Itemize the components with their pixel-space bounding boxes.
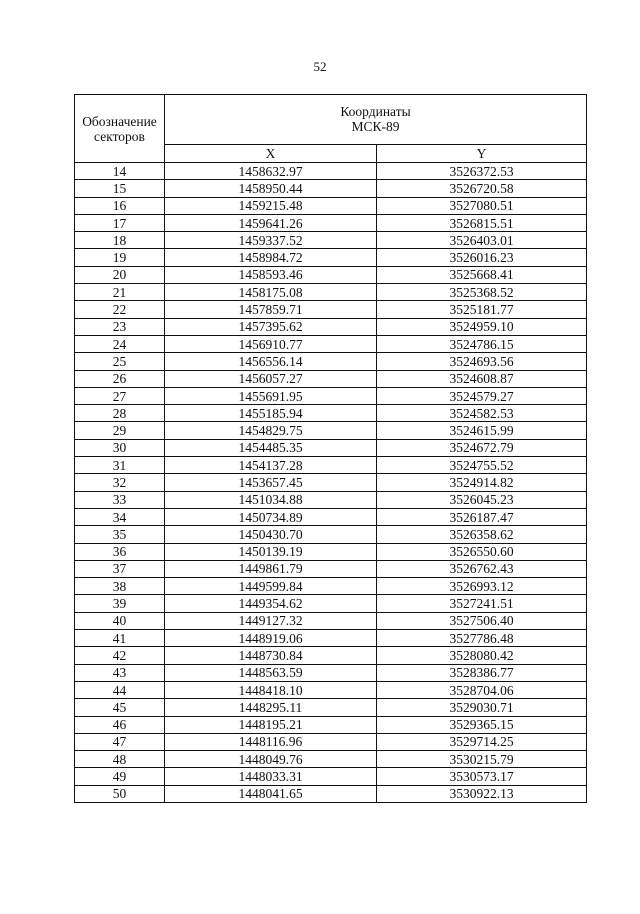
sector-cell: 28 [75,405,165,422]
x-coordinate-cell: 1450734.89 [165,508,377,525]
sector-cell: 30 [75,439,165,456]
x-coordinate-cell: 1455185.94 [165,405,377,422]
table-row [75,543,587,560]
sector-cell: 43 [75,664,165,681]
x-coordinate-cell: 1449127.32 [165,612,377,629]
x-column-header: X [165,144,377,162]
y-coordinate-cell: 3526993.12 [377,578,587,595]
x-coordinate-cell: 1448730.84 [165,647,377,664]
sector-cell: 39 [75,595,165,612]
sector-cell: 37 [75,560,165,577]
table-row [75,387,587,404]
x-coordinate-cell: 1456057.27 [165,370,377,387]
y-coordinate-cell: 3524579.27 [377,387,587,404]
y-column-header: Y [377,144,587,162]
x-coordinate-cell: 1448116.96 [165,733,377,750]
sector-cell: 14 [75,163,165,180]
x-coordinate-cell: 1456910.77 [165,335,377,352]
sector-cell: 21 [75,284,165,301]
table-row [75,491,587,508]
x-coordinate-cell: 1459215.48 [165,197,377,214]
y-coordinate-cell: 3529030.71 [377,699,587,716]
y-coordinate-cell: 3524608.87 [377,370,587,387]
y-coordinate-cell: 3526815.51 [377,214,587,231]
y-coordinate-cell: 3526187.47 [377,508,587,525]
y-coordinate-cell: 3529714.25 [377,733,587,750]
y-coordinate-cell: 3525368.52 [377,284,587,301]
table-row [75,353,587,370]
sector-cell: 20 [75,266,165,283]
y-coordinate-cell: 3524959.10 [377,318,587,335]
table-body [75,163,587,803]
y-coordinate-cell: 3530573.17 [377,768,587,785]
y-coordinate-cell: 3527506.40 [377,612,587,629]
y-coordinate-cell: 3526403.01 [377,232,587,249]
x-coordinate-cell: 1458950.44 [165,180,377,197]
x-coordinate-cell: 1454137.28 [165,457,377,474]
x-coordinate-cell: 1450430.70 [165,526,377,543]
table-row [75,422,587,439]
sector-cell: 25 [75,353,165,370]
sector-cell: 36 [75,543,165,560]
sector-cell: 19 [75,249,165,266]
x-coordinate-cell: 1448195.21 [165,716,377,733]
y-coordinate-cell: 3526550.60 [377,543,587,560]
table-row [75,163,587,180]
sector-cell: 18 [75,232,165,249]
x-coordinate-cell: 1448295.11 [165,699,377,716]
sector-cell: 44 [75,681,165,698]
sector-cell: 49 [75,768,165,785]
y-coordinate-cell: 3530922.13 [377,785,587,802]
y-coordinate-cell: 3524914.82 [377,474,587,491]
y-coordinate-cell: 3528386.77 [377,664,587,681]
y-coordinate-cell: 3527241.51 [377,595,587,612]
sector-cell: 48 [75,751,165,768]
sector-cell: 23 [75,318,165,335]
coordinates-header-line1: Координаты [340,104,411,120]
sector-cell: 26 [75,370,165,387]
y-coordinate-cell: 3524672.79 [377,439,587,456]
x-coordinate-cell: 1449861.79 [165,560,377,577]
coordinates-table [74,94,587,803]
y-coordinate-cell: 3528704.06 [377,681,587,698]
x-coordinate-cell: 1450139.19 [165,543,377,560]
y-coordinate-cell: 3526016.23 [377,249,587,266]
x-coordinate-cell: 1448049.76 [165,751,377,768]
table-row [75,284,587,301]
sector-cell: 24 [75,335,165,352]
sector-cell: 33 [75,491,165,508]
x-coordinate-cell: 1448919.06 [165,630,377,647]
table-row [75,560,587,577]
table-row [75,370,587,387]
table-row [75,716,587,733]
y-coordinate-cell: 3526045.23 [377,491,587,508]
table-row [75,578,587,595]
sector-cell: 35 [75,526,165,543]
sector-header-line2: секторов [94,128,145,144]
y-coordinate-cell: 3526358.62 [377,526,587,543]
y-coordinate-cell: 3529365.15 [377,716,587,733]
y-coordinate-cell: 3524755.52 [377,457,587,474]
table-row [75,318,587,335]
table-row [75,733,587,750]
table-row [75,681,587,698]
table-row [75,474,587,491]
table-row [75,301,587,318]
table-row [75,266,587,283]
table-row [75,439,587,456]
table-row [75,526,587,543]
x-coordinate-cell: 1448418.10 [165,681,377,698]
x-coordinate-cell: 1448563.59 [165,664,377,681]
sector-cell: 22 [75,301,165,318]
table-row [75,508,587,525]
table-row [75,232,587,249]
y-coordinate-cell: 3524582.53 [377,405,587,422]
sector-cell: 50 [75,785,165,802]
table-header [75,95,587,163]
y-coordinate-cell: 3526720.58 [377,180,587,197]
x-coordinate-cell: 1457395.62 [165,318,377,335]
x-coordinate-cell: 1458984.72 [165,249,377,266]
sector-cell: 47 [75,733,165,750]
sector-cell: 27 [75,387,165,404]
sector-cell: 34 [75,508,165,525]
sector-cell: 32 [75,474,165,491]
x-coordinate-cell: 1458593.46 [165,266,377,283]
y-coordinate-cell: 3525181.77 [377,301,587,318]
table-row [75,457,587,474]
x-coordinate-cell: 1448041.65 [165,785,377,802]
sector-cell: 17 [75,214,165,231]
x-coordinate-cell: 1456556.14 [165,353,377,370]
y-coordinate-cell: 3528080.42 [377,647,587,664]
x-coordinate-cell: 1453657.45 [165,474,377,491]
sector-cell: 46 [75,716,165,733]
sector-cell: 15 [75,180,165,197]
table-row [75,612,587,629]
x-coordinate-cell: 1449599.84 [165,578,377,595]
y-coordinate-cell: 3524786.15 [377,335,587,352]
table-row [75,768,587,785]
x-coordinate-cell: 1455691.95 [165,387,377,404]
sector-cell: 40 [75,612,165,629]
x-coordinate-cell: 1454829.75 [165,422,377,439]
table-row [75,197,587,214]
sector-cell: 31 [75,457,165,474]
sector-cell: 41 [75,630,165,647]
x-coordinate-cell: 1459337.52 [165,232,377,249]
y-coordinate-cell: 3527080.51 [377,197,587,214]
x-coordinate-cell: 1458175.08 [165,284,377,301]
table-row [75,751,587,768]
y-coordinate-cell: 3524693.56 [377,353,587,370]
sector-cell: 16 [75,197,165,214]
table-row [75,630,587,647]
sector-column-header [75,95,165,163]
table-row [75,664,587,681]
y-coordinate-cell: 3524615.99 [377,422,587,439]
y-coordinate-cell: 3527786.48 [377,630,587,647]
sector-cell: 38 [75,578,165,595]
table-row [75,335,587,352]
y-coordinate-cell: 3526762.43 [377,560,587,577]
x-coordinate-cell: 1457859.71 [165,301,377,318]
table-row [75,405,587,422]
page-number: 52 [313,59,327,74]
sector-cell: 42 [75,647,165,664]
sector-cell: 45 [75,699,165,716]
table-row [75,647,587,664]
y-coordinate-cell: 3525668.41 [377,266,587,283]
x-coordinate-cell: 1458632.97 [165,163,377,180]
x-coordinate-cell: 1448033.31 [165,768,377,785]
x-coordinate-cell: 1459641.26 [165,214,377,231]
table-row [75,699,587,716]
x-coordinate-cell: 1451034.88 [165,491,377,508]
coordinates-header-line2: МСК-89 [351,119,400,135]
sector-cell: 29 [75,422,165,439]
table-row [75,595,587,612]
table-row [75,180,587,197]
coordinates-column-header [165,95,587,145]
table-row [75,785,587,802]
table-row [75,214,587,231]
x-coordinate-cell: 1449354.62 [165,595,377,612]
table-row [75,249,587,266]
y-coordinate-cell: 3526372.53 [377,163,587,180]
sector-header-line1: Обозначение [82,113,157,129]
y-coordinate-cell: 3530215.79 [377,751,587,768]
x-coordinate-cell: 1454485.35 [165,439,377,456]
